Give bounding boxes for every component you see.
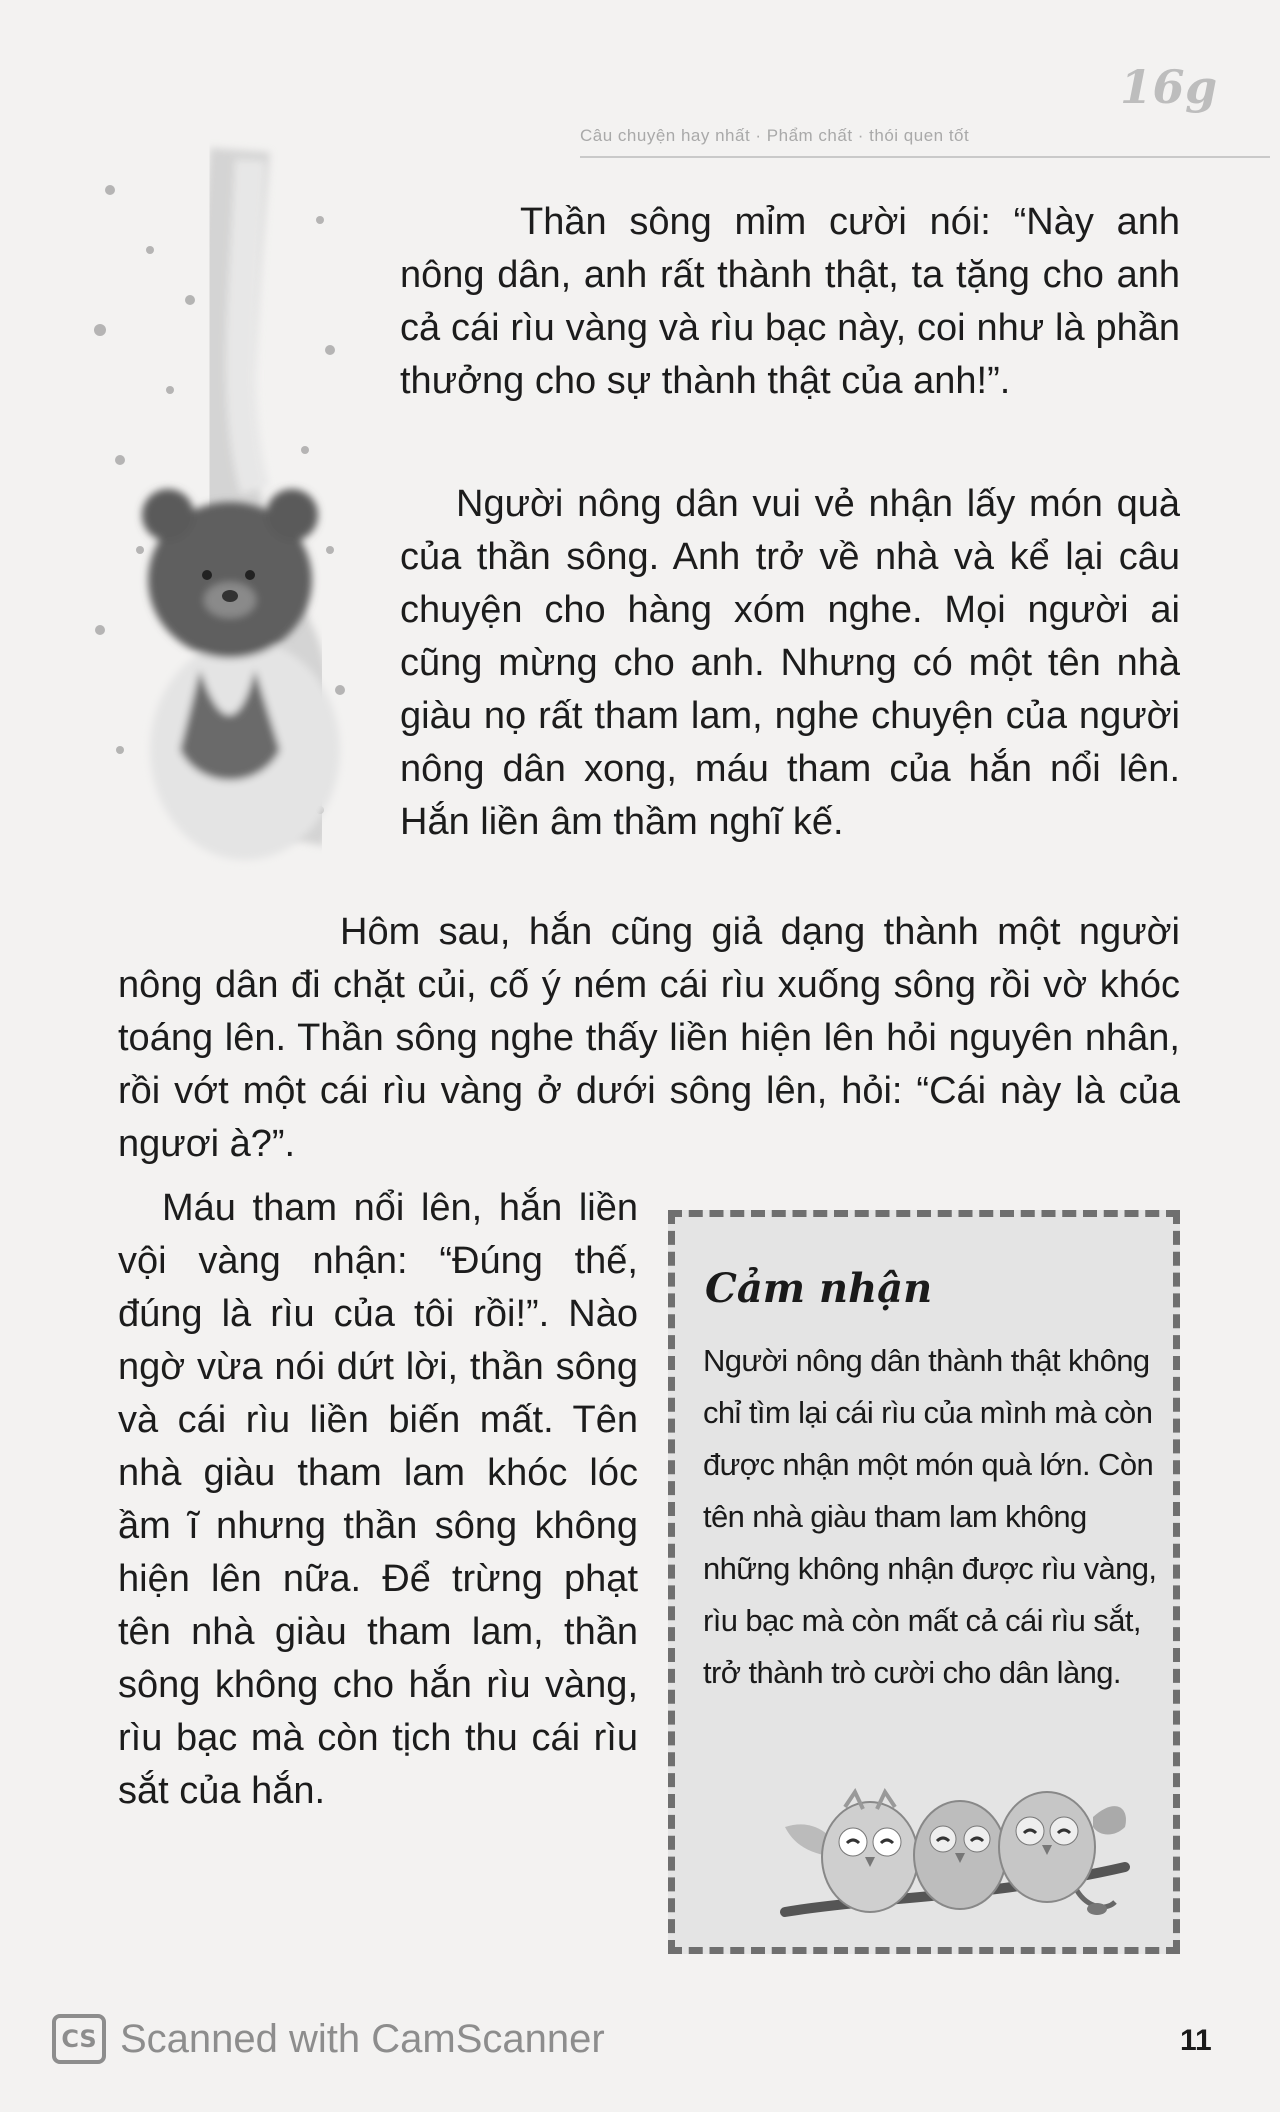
bear-illustration xyxy=(80,130,360,870)
running-header-mark: 16g xyxy=(1120,60,1218,114)
paragraph-3-text: Hôm sau, hắn cũng giả dạng thành một người nông dân đi chặt củi, cố ý ném cái rìu xuống sông rồi vờ khóc toáng lên. Thần sông nghe thấy liền hiện lên hỏi nguyên nhân, rồi vớt một cái rìu vàng ở dưới sông lên, hỏi: “Cái này là của ngươi à?”. xyxy=(118,911,1180,1165)
header-rule xyxy=(580,156,1270,158)
owls-on-branch-illustration xyxy=(775,1747,1135,1947)
story-paragraph-1 xyxy=(400,196,1180,408)
reflection-box xyxy=(668,1210,1180,1954)
camscanner-watermark xyxy=(52,2012,605,2066)
running-header xyxy=(580,60,1270,156)
story-paragraph-3 xyxy=(118,906,1180,1171)
paragraph-4-text: Máu tham nổi lên, hắn liền vội vàng nhận: “Đúng thế, đúng là rìu của tôi rồi!”. Nào ngờ vừa nói dứt lời, thần sông và cái rìu liền biến mất. Tên nhà giàu tham lam khóc lóc ầm ĩ nhưng thần sông không hiện lên nữa. Để trừng phạt tên nhà giàu tham lam, thần sông không cho hắn rìu vàng, rìu bạc mà còn tịch thu cái rìu sắt của hắn. xyxy=(118,1187,638,1812)
story-paragraph-4 xyxy=(118,1182,638,1818)
reflection-title: Cảm nhận xyxy=(705,1265,933,1312)
running-header-text: Câu chuyện hay nhất · Phẩm chất · thói quen tốt xyxy=(580,126,970,145)
paragraph-2-text: Người nông dân vui vẻ nhận lấy món quà của thần sông. Anh trở về nhà và kể lại câu chuyện cho hàng xóm nghe. Mọi người ai cũng mừng cho anh. Nhưng có một tên nhà giàu nọ rất tham lam, nghe chuyện của người nông dân xong, máu tham của hắn nổi lên. Hắn liền âm thầm nghĩ kế. xyxy=(400,483,1180,843)
camscanner-logo-icon: CS xyxy=(52,2014,106,2064)
paragraph-1-text: Thần sông mỉm cười nói: “Này anh nông dân, anh rất thành thật, ta tặng cho anh cả cái rìu vàng và rìu bạc này, coi như là phần thưởng cho sự thành thật của anh!”. xyxy=(400,201,1180,402)
page-number: 11 xyxy=(1180,2024,1212,2057)
camscanner-text: Scanned with CamScanner xyxy=(120,2016,605,2061)
reflection-body: Người nông dân thành thật không chỉ tìm lại cái rìu của mình mà còn được nhận một món quà lớn. Còn tên nhà giàu tham lam không những không nhận được rìu vàng, rìu bạc mà còn mất cả cái rìu sắt, trở thành trò cười cho dân làng. xyxy=(703,1343,1157,1690)
story-paragraph-2 xyxy=(400,478,1180,849)
